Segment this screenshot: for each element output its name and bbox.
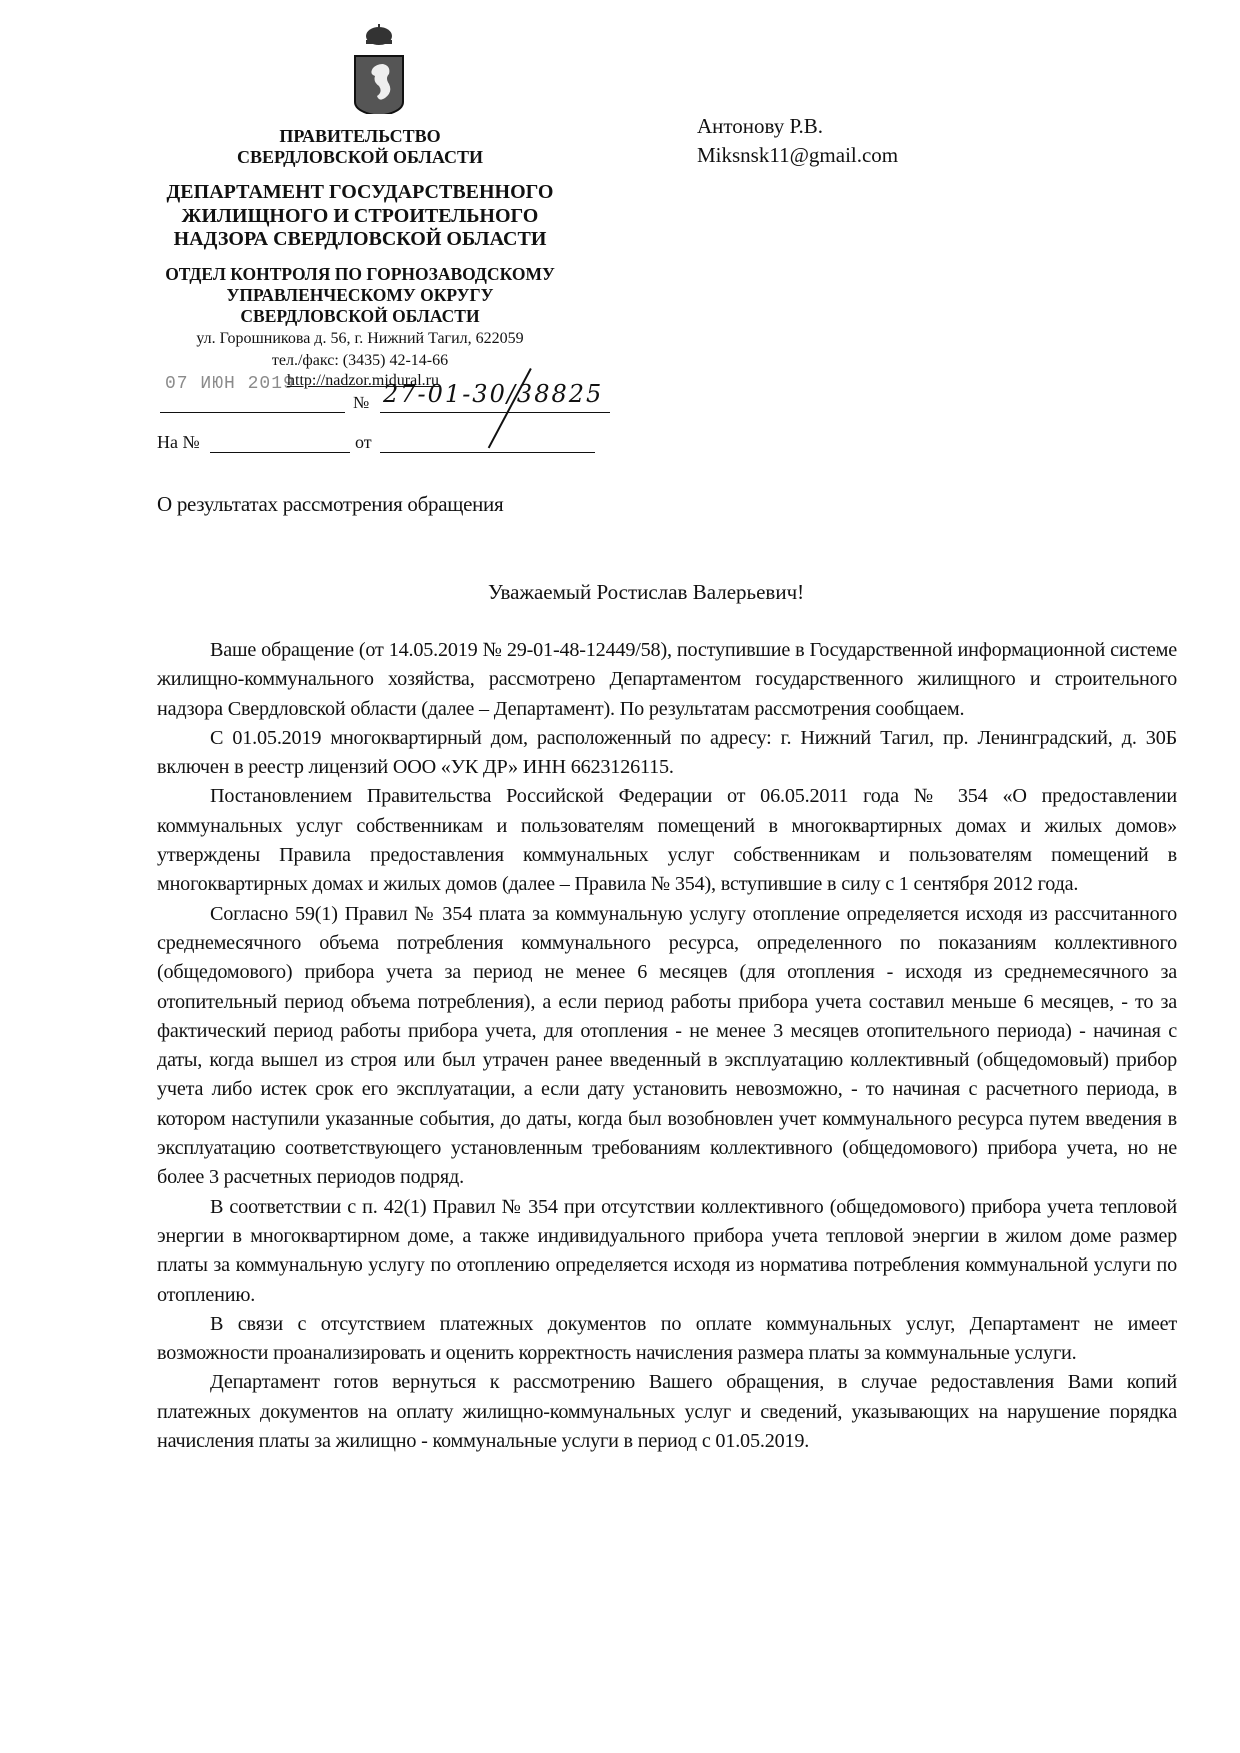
number-label: №	[353, 393, 370, 412]
recipient-name: Антонову Р.В.	[697, 114, 824, 138]
division-line: ОТДЕЛ КОНТРОЛЯ ПО ГОРНОЗАВОДСКОМУ	[165, 264, 555, 284]
number-underline	[380, 412, 610, 413]
paragraph: Согласно 59(1) Правил № 354 плата за коммунальную услугу отопление определяется исходя из рассчитанного среднемесячного объема потребления коммунального ресурса, определенного по показаниям коллективного (общедомового) прибора учета за период не менее 6 месяцев (для отопления - исходя из среднемесячного за отопительный период объема потребления), а если период работы прибора учета составил меньше 6 месяцев, - то за фактический период работы прибора учета, для отопления - не менее 3 месяцев отопительного периода) - начиная с даты, когда вышел из строя или был утрачен ранее введенный в эксплуатацию коллективный (общедомовый) прибор учета либо истек срок его эксплуатации, а если дату установить невозможно, - то начиная с расчетного периода, в котором наступили указанные события, до даты, когда был возобновлен учет коммунального ресурса путем введения в эксплуатацию соответствующего установленным требованиям коллективного (общедомового) прибора учета, но не более 3 расчетных периодов подряд.	[157, 902, 1177, 1189]
website-link[interactable]: http://nadzor.midural.ru	[287, 372, 439, 389]
paragraph: Ваше обращение (от 14.05.2019 № 29-01-48-12449/58), поступившие в Государственной информационной системе жилищно-коммунального хозяйства, рассмотрено Департаментом государственного жилищного и строительного надзора Свердловской области (далее – Департамент). По результатам рассмотрения сообщаем.	[157, 639, 1177, 720]
paragraph: Постановлением Правительства Российской Федерации от 06.05.2011 года № 354 «О предоставлении коммунальных услуг собственникам и пользователям помещений в многоквартирных домах и жилых домов» утверждены Правила предоставления коммунальных услуг собственникам и пользователям помещений в многоквартирных домах и жилых домов (далее – Правила № 354), вступившие в силу с 1 сентября 2012 года.	[157, 785, 1177, 896]
department-line: ДЕПАРТАМЕНТ ГОСУДАРСТВЕННОГО	[166, 181, 554, 203]
government-line: СВЕРДЛОВСКОЙ ОБЛАСТИ	[237, 147, 483, 167]
date-stamp: 07 ИЮН 2019	[165, 374, 295, 394]
paragraph: Департамент готов вернуться к рассмотрению Вашего обращения, в случае редоставления Вами копий платежных документов на оплату жилищно-коммунальных услуг и сведений, указывающих на нарушение порядка начисления платы за жилищно - коммунальные услуги в период с 01.05.2019.	[157, 1371, 1177, 1453]
department-line: ЖИЛИЩНОГО И СТРОИТЕЛЬНОГО	[181, 204, 539, 227]
office-phone: тел./факс: (3435) 42-14-66	[271, 352, 449, 369]
outgoing-number: 27-01-30/38825	[383, 380, 604, 408]
government-line: ПРАВИТЕЛЬСТВО	[279, 126, 441, 146]
reply-to-label: На №	[157, 432, 200, 452]
date-underline	[160, 412, 345, 413]
from-label: от	[355, 432, 372, 452]
reply-to-underline	[210, 452, 350, 453]
office-address: ул. Горошникова д. 56, г. Нижний Тагил, 622059	[196, 330, 524, 347]
greeting: Уважаемый Ростислав Валерьевич!	[488, 580, 805, 604]
from-underline	[380, 452, 595, 453]
department-line: НАДЗОРА СВЕРДЛОВСКОЙ ОБЛАСТИ	[173, 228, 547, 250]
coat-of-arms-icon	[349, 14, 409, 114]
division-line: СВЕРДЛОВСКОЙ ОБЛАСТИ	[240, 306, 480, 326]
paragraph: В соответствии с п. 42(1) Правил № 354 при отсутствии коллективного (общедомового) прибора учета тепловой энергии в многоквартирном доме, а также индивидуального прибора учета тепловой энергии в жилом доме размер платы за коммунальную услугу по отоплению определяется исходя из норматива потребления коммунальной услуги по отоплению.	[157, 1195, 1177, 1306]
government-title	[140, 126, 580, 168]
paragraph: С 01.05.2019 многоквартирный дом, расположенный по адресу: г. Нижний Тагил, пр. Ленинградский, д. 30Б включен в реестр лицензий ООО «УК ДР» ИНН 6623126115.	[157, 726, 1177, 779]
department-title	[140, 181, 580, 252]
letter-subject: О результатах рассмотрения обращения	[157, 492, 504, 516]
division-line: УПРАВЛЕНЧЕСКОМУ ОКРУГУ	[226, 285, 494, 305]
letter-body	[157, 636, 1177, 1456]
recipient-block	[697, 112, 898, 170]
division-title	[140, 264, 580, 327]
recipient-email: Miksnsk11@gmail.com	[697, 143, 899, 167]
paragraph: В связи с отсутствием платежных документов по оплате коммунальных услуг, Департамент не имеет возможности проанализировать и оценить корректность начисления размера платы за коммунальные услуги.	[157, 1312, 1177, 1365]
